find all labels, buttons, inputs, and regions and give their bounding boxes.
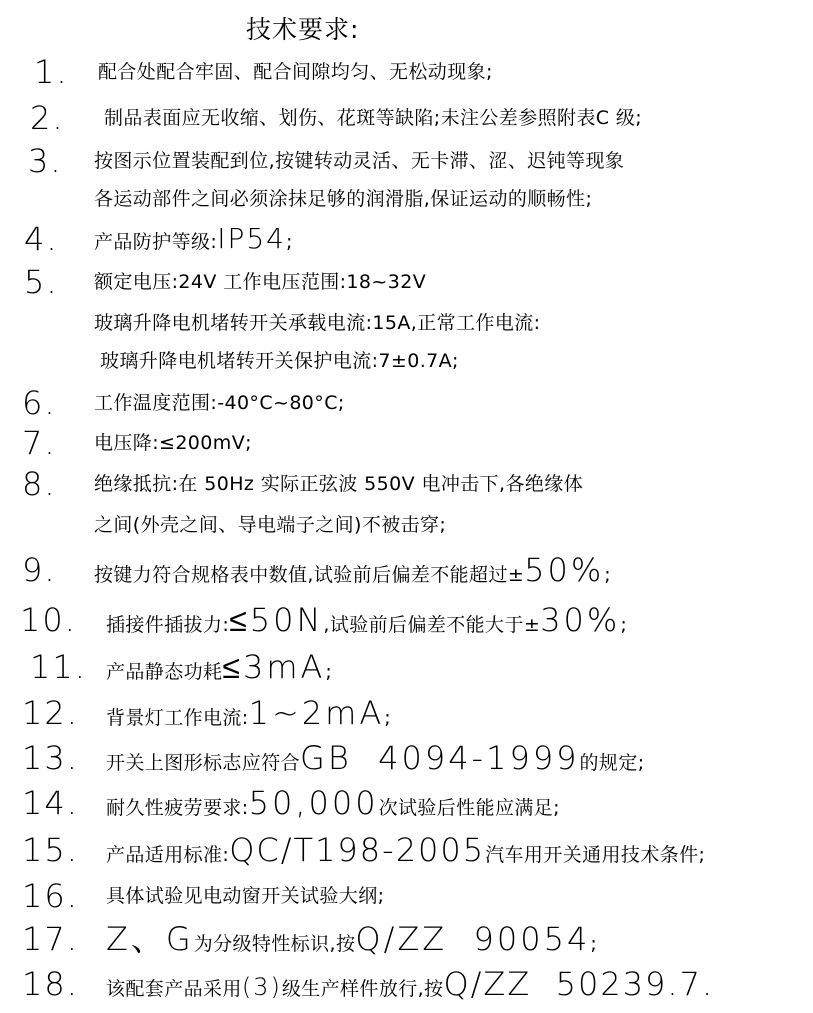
item-tail: 的规定; [579,752,645,774]
item-text: 电压降:≤200mV; [94,432,252,454]
item-number: 14. [22,784,79,822]
item-value: (3) [241,973,282,1001]
page-title: 技术要求: [246,15,360,44]
item-number: 4. [24,220,59,258]
item-number: 12. [22,694,79,732]
requirement-item [0,783,813,823]
item-continuation: 各运动部件之间必须涂抹足够的润滑脂,保证运动的顺畅性; [94,188,593,210]
requirement-item [0,464,813,504]
item-tail: ; [620,614,628,636]
item-number: 8. [22,465,57,503]
requirement-item [0,52,813,92]
item-text: 制品表面应无收缩、划伤、花斑等缺陷;未注公差参照附表C 级; [104,107,643,129]
item-number: 9. [22,551,57,589]
item-text: 级生产样件放行,按 [281,978,444,1000]
item-value: QC/T198-2005 [229,831,486,869]
item-number: 16. [22,877,79,915]
requirement-item [0,550,813,590]
item-value: ≤3mA [222,648,326,686]
item-text: 插接件插拔力: [106,614,230,636]
item-text: 产品适用标准: [106,844,230,866]
item-text: 产品防护等级: [94,231,218,253]
item-value: IP54 [217,222,286,255]
item-number: 10. [20,601,77,639]
item-number: 15. [22,831,79,869]
item-text: 耐久性疲劳要求: [106,797,249,819]
item-text: 背景灯工作电流: [106,707,249,729]
requirement-item [0,219,813,259]
item-text: 绝缘抵抗:在 50Hz 实际正弦波 550V 电冲击下,各绝缘体 [94,473,584,495]
requirement-item [0,964,813,1004]
item-number: 1. [34,53,69,91]
item-tail: 次试验后性能应满足; [378,797,560,819]
item-number: 13. [22,739,79,777]
item-value: Q/ZZ 90054 [355,920,591,958]
item-text: 工作温度范围:-40°C~80°C; [94,392,345,414]
requirement-item [0,423,813,463]
item-number: 7. [22,424,57,462]
item-text: 开关上图形标志应符合 [106,752,301,774]
item-text: 产品静态功耗 [106,661,223,683]
item-text: 具体试验见电动窗开关试验大纲; [106,885,385,907]
requirement-item [0,830,813,870]
item-value: Z、G [106,920,194,958]
item-continuation: 玻璃升降电机堵转开关承载电流:15A,正常工作电流: [94,312,541,334]
item-number: 17. [22,920,79,958]
requirement-item [0,693,813,733]
item-tail: 汽车用开关通用技术条件; [485,844,706,866]
item-number: 18. [22,965,79,1003]
item-tail: ; [590,933,598,955]
item-text: 按键力符合规格表中数值,试验前后偏差不能超过± [94,564,525,586]
item-text: ,试验前后偏差不能大于± [323,614,541,636]
item-number: 2. [30,99,65,137]
item-tail: ; [325,661,333,683]
item-value: 50% [524,551,605,589]
requirement-item [0,262,813,302]
item-number: 11. [30,648,87,686]
item-tail: ; [604,564,612,586]
item-text: 该配套产品采用 [106,978,242,1000]
item-text: 配合处配合牢固、配合间隙均匀、无松动现象; [98,61,493,83]
item-value: 50,000 [248,784,379,822]
requirement-item [0,98,813,138]
item-value: 30% [540,601,621,639]
item-number: 5. [24,263,59,301]
requirement-item [0,919,813,959]
item-tail: ; [384,707,392,729]
requirement-item [0,141,813,181]
item-value: 1~2mA [248,694,385,732]
requirement-item [0,383,813,423]
item-continuation: 玻璃升降电机堵转开关保护电流:7±0.7A; [100,350,459,372]
requirement-item [0,647,813,687]
item-text: 额定电压:24V 工作电压范围:18~32V [94,271,427,293]
item-value: Q/ZZ 50239.7. [443,965,715,1003]
item-value: ≤50N [229,601,324,639]
item-number: 6. [22,384,57,422]
requirement-item [0,876,813,916]
item-text: 为分级特性标识,按 [193,933,356,955]
item-value: GB 4094-1999 [300,739,580,777]
item-tail: ; [285,231,293,253]
requirement-item [0,738,813,778]
item-text: 按图示位置装配到位,按键转动灵活、无卡滞、涩、迟钝等现象 [94,150,625,172]
requirement-item [0,600,813,640]
item-number: 3. [28,142,63,180]
item-continuation: 之间(外壳之间、导电端子之间)不被击穿; [94,514,447,536]
